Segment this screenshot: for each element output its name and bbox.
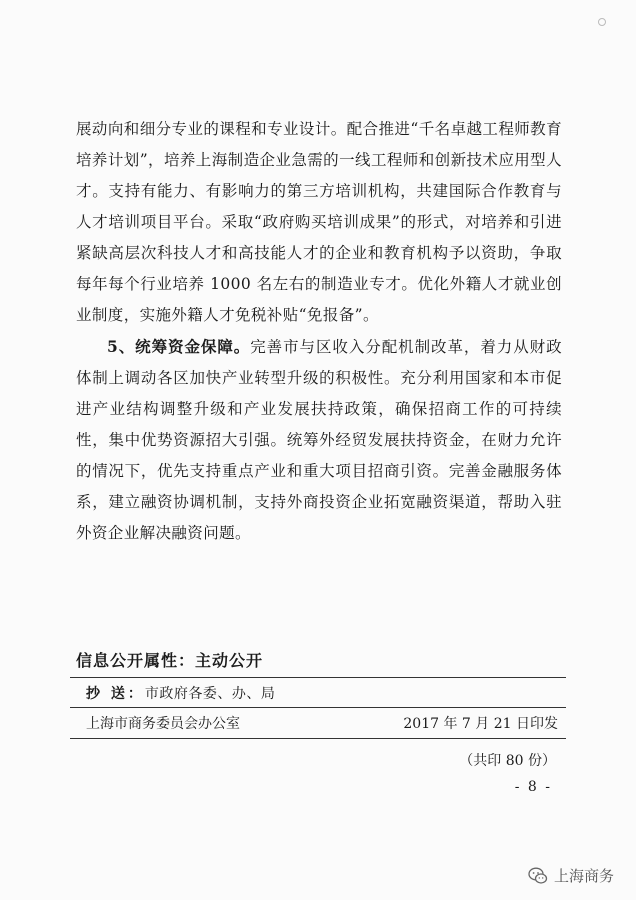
divider bbox=[70, 707, 566, 708]
page-number: - 8 - bbox=[514, 779, 552, 795]
watermark-text: 上海商务 bbox=[553, 867, 614, 885]
wechat-watermark bbox=[528, 865, 614, 886]
issuing-office: 上海市商务委员会办公室 bbox=[86, 716, 240, 732]
cc-recipients: 市政府各委、办、局 bbox=[144, 686, 276, 702]
issue-date: 2017 年 7 月 21 日印发 bbox=[403, 716, 558, 732]
scan-mark bbox=[598, 18, 606, 26]
disclosure-attribute: 信息公开属性：主动公开 bbox=[76, 651, 264, 670]
divider bbox=[70, 677, 566, 678]
cc-line bbox=[86, 683, 275, 703]
wechat-logo-icon bbox=[528, 866, 548, 886]
issuer-line bbox=[86, 713, 558, 733]
print-copies: （共印 80 份） bbox=[459, 753, 556, 769]
paragraph: 展动向和细分专业的课程和专业设计。配合推进“千名卓越工程师教育培养计划”，培养上海制造企业急需的一线工程师和创新技术应用型人才。支持有能力、有影响力的第三方培训机构，共建国际合作教育与人才培训项目平台。采取“政府购买培训成果”的形式，对培养和引进紧缺高层次科技人才和高技能人才的企业和教育机构予以资助，争取每年每个行业培养 1000 名左右的制造业专才。优化外籍人才就业创业制度，实施外籍人才免税补贴“免报备”。 bbox=[76, 120, 562, 324]
paragraph-body: 完善市与区收入分配机制改革，着力从财政体制上调动各区加快产业转型升级的积极性。充分利用国家和本市促进产业结构调整升级和产业发展扶持政策，确保招商工作的可持续性，集中优势资源招大引强。统筹外经贸发展扶持资金，在财力允许的情况下，优先支持重点产业和重大项目招商引资。完善金融服务体系，建立融资协调机制，支持外商投资企业拓宽融资渠道，帮助入驻外资企业解决融资问题。 bbox=[76, 338, 563, 542]
section-heading: 5、统筹资金保障。 bbox=[107, 337, 251, 356]
cc-label: 抄 送： bbox=[86, 686, 145, 702]
document-body bbox=[76, 114, 562, 549]
divider bbox=[70, 738, 566, 739]
paragraph bbox=[76, 331, 562, 549]
